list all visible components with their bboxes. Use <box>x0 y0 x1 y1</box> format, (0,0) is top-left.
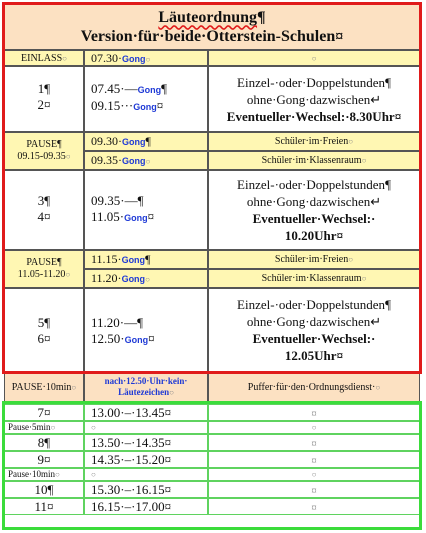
pause-range: 09.15-09.35 <box>17 151 66 162</box>
time-text: 09.30· <box>91 134 122 148</box>
time-cell: 13.00·–·13.45¤ <box>84 404 208 421</box>
time-text: 16.15·–·17.00 <box>91 499 165 514</box>
note-text: Einzel-·oder·Doppelstunden <box>237 297 386 312</box>
note-cell: ○ <box>208 421 420 434</box>
activity-text: Schüler·im·Klassenraum <box>261 155 362 166</box>
period-label: 5 <box>37 315 45 330</box>
pause2-time-a-cell: 11.15·Gong¶ <box>84 250 208 269</box>
note-text: Eventueller·Wechsel:· <box>252 211 376 226</box>
period-label: 6 <box>37 331 44 346</box>
pause1-time-a-cell: 09.30·Gong¶ <box>84 132 208 151</box>
einlass-time-cell: 07.30·Gong○ <box>84 50 208 66</box>
gong-label: Gong <box>122 54 146 64</box>
note-text: 10.20Uhr <box>284 228 337 243</box>
time-cell: 14.35·–·15.20¤ <box>84 451 208 468</box>
no-bell-note: nach·12.50·Uhr·kein· <box>104 376 188 386</box>
block2-note-cell: Einzel-·oder·Doppelstunden¶ ohne·Gong·dazwischen↵ Eventueller·Wechsel:· 10.20Uhr¤ <box>208 170 420 250</box>
note-cell: ¤ <box>208 404 420 421</box>
note-cell: ¤ <box>208 498 420 515</box>
time-text: 11.05· <box>91 209 125 224</box>
time-text: 13.50·–·14.35 <box>91 435 165 450</box>
note-text: ohne·Gong·dazwischen <box>246 314 371 329</box>
time-text: 09.35· <box>91 153 122 167</box>
period-label-cell: 11¤ <box>4 498 84 515</box>
gong-label: Gong <box>121 274 146 284</box>
einlass-label: EINLASS <box>21 52 63 64</box>
time-text: 13.00·–·13.45 <box>91 405 165 420</box>
period-label: 2 <box>37 97 44 112</box>
time-cell: 15.30·–·16.15¤ <box>84 481 208 498</box>
pause-label: Pause·10min <box>8 469 55 479</box>
time-cell: ○ <box>84 421 208 434</box>
einlass-note-cell: ○ <box>208 50 420 66</box>
block3-periods-cell: 5¶ 6¤ <box>4 288 84 372</box>
pause2-activity-b-cell: Schüler·im·Klassenraum ○ <box>208 269 420 288</box>
period-label: 7 <box>37 405 44 420</box>
period-label: 4 <box>37 209 44 224</box>
gong-label: Gong <box>133 102 157 112</box>
period-label: 10 <box>34 482 48 497</box>
pause-label: PAUSE·10min <box>11 381 72 393</box>
duty-text: Puffer·für·den·Ordnungsdienst· <box>247 381 376 393</box>
note-cell: ¤ <box>208 451 420 468</box>
pause1-activity-b-cell: Schüler·im·Klassenraum ○ <box>208 151 420 170</box>
pause-range: 11.05-11.20 <box>17 269 66 280</box>
period-label-cell: 10¶ <box>4 481 84 498</box>
note-text: Einzel-·oder·Doppelstunden <box>237 74 386 90</box>
time-text: 15.30·–·16.15 <box>91 482 165 497</box>
block2-times-cell: 09.35·—¶ 11.05·Gong¤ <box>84 170 208 250</box>
period-label-cell: 8¶ <box>4 434 84 451</box>
pause1-label-cell: PAUSE¶ 09.15-09.35○ <box>4 132 84 170</box>
title-line1: Läuteordnung <box>158 8 258 26</box>
gong-label: Gong <box>137 85 162 95</box>
pause10-note-cell: nach·12.50·Uhr·kein· Läutezeichen○ <box>84 372 208 402</box>
time-cell: 13.50·–·14.35¤ <box>84 434 208 451</box>
note-text: ohne·Gong·dazwischen <box>246 194 371 209</box>
time-text: 11.15· <box>91 252 122 266</box>
time-text: 14.35·–·15.20 <box>91 452 165 467</box>
gong-label: Gong <box>122 137 146 147</box>
activity-text: Schüler·im·Klassenraum <box>261 273 362 284</box>
time-cell: ○ <box>84 468 208 481</box>
note-text: ohne·Gong·dazwischen <box>246 91 371 107</box>
title-line2: Version·für·beide·Otterstein-Schulen <box>80 27 336 45</box>
einlass-label-cell: EINLASS ○ <box>4 50 84 66</box>
block1-times-cell: 07.45·—Gong¶ 09.15···Gong¤ <box>84 66 208 132</box>
pause2-activity-a-cell: Schüler·im·Freien ○ <box>208 250 420 269</box>
pause1-time-b-cell: 09.35·Gong○ <box>84 151 208 170</box>
pause1-activity-a-cell: Schüler·im·Freien ○ <box>208 132 420 151</box>
block2-periods-cell: 3¶ 4¤ <box>4 170 84 250</box>
gong-label: Gong <box>124 335 149 345</box>
time-text: 09.35·— <box>91 193 138 208</box>
period-label: 8 <box>37 435 45 450</box>
time-text: 11.20·— <box>91 315 138 330</box>
note-cell: ¤ <box>208 434 420 451</box>
note-text: 12.05Uhr <box>284 348 337 363</box>
pause2-label-cell: PAUSE¶ 11.05-11.20○ <box>4 250 84 288</box>
note-cell: ¤ <box>208 481 420 498</box>
time-text: 11.20· <box>91 271 122 285</box>
block3-note-cell: Einzel-·oder·Doppelstunden¶ ohne·Gong·dazwischen↵ Eventueller·Wechsel:· 12.05Uhr¤ <box>208 288 420 372</box>
block1-note-cell: Einzel-·oder·Doppelstunden¶ ohne·Gong·dazwischen↵ Eventueller·Wechsel:·8.30Uhr¤ <box>208 66 420 132</box>
note-text: Einzel-·oder·Doppelstunden <box>237 177 386 192</box>
pause10-duty-cell: Puffer·für·den·Ordnungsdienst· ○ <box>208 372 420 402</box>
pause-label: PAUSE <box>26 257 58 268</box>
pause10-label-cell: PAUSE·10min ○ <box>4 372 84 402</box>
note-cell: ○ <box>208 468 420 481</box>
pause-label-cell: Pause·5min○ <box>4 421 84 434</box>
title-cell: Läuteordnung¶ Version·für·beide·Otterstein-Schulen¤ <box>4 4 420 50</box>
pause-label: Pause·5min <box>8 422 51 432</box>
activity-text: Schüler·im·Freien <box>274 136 349 147</box>
pause2-time-b-cell: 11.20·Gong○ <box>84 269 208 288</box>
time-cell: 16.15·–·17.00¤ <box>84 498 208 515</box>
gong-label: Gong <box>121 255 146 265</box>
note-text: Eventueller·Wechsel:·8.30Uhr <box>226 108 395 124</box>
pause-label: PAUSE <box>26 139 58 150</box>
gong-label: Gong <box>124 213 148 223</box>
note-text: Eventueller·Wechsel:· <box>252 331 376 346</box>
time-text: 07.45·— <box>91 81 138 96</box>
period-label-cell: 7¤ <box>4 404 84 421</box>
period-label-cell: 9¤ <box>4 451 84 468</box>
period-label: 1 <box>37 81 45 96</box>
period-label: 11 <box>34 499 48 514</box>
einlass-time: 07.30· <box>91 51 122 65</box>
gong-label: Gong <box>122 156 146 166</box>
time-text: 12.50· <box>91 331 125 346</box>
activity-text: Schüler·im·Freien <box>274 254 349 265</box>
block3-times-cell: 11.20·—¶ 12.50·Gong¤ <box>84 288 208 372</box>
period-label: 9 <box>37 452 44 467</box>
time-text: 09.15··· <box>91 98 134 113</box>
pause-label-cell: Pause·10min○ <box>4 468 84 481</box>
period-label: 3 <box>37 193 45 208</box>
no-bell-note: Läutezeichen <box>118 387 170 397</box>
block1-periods-cell: 1¶ 2¤ <box>4 66 84 132</box>
